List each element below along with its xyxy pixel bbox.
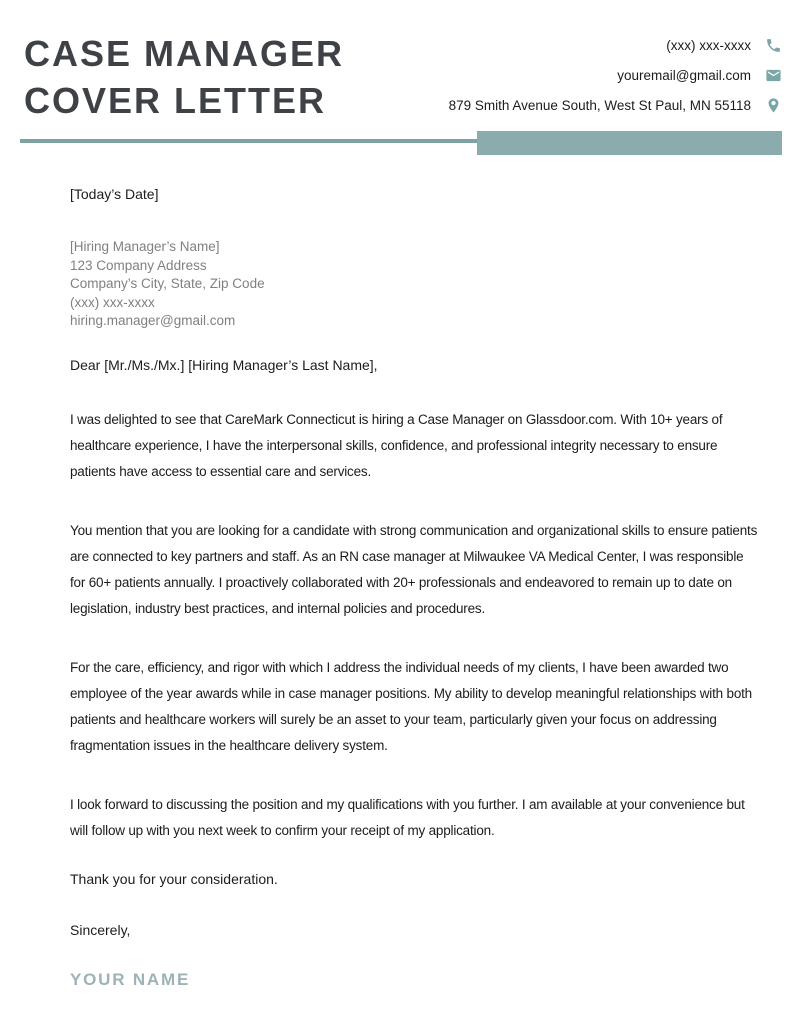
header-divider-bar (477, 131, 782, 155)
paragraph-intro: I was delighted to see that CareMark Connecticut is hiring a Case Manager on Glassdoor.com. With 10+ years of healthcare experience, I have the interpersonal skills, confidence, and professional integrity necessary to ensure patients have access to essential care and services. (70, 411, 723, 479)
signature-name: YOUR NAME (70, 969, 191, 989)
page-title-line2: COVER LETTER (24, 80, 327, 121)
recipient-phone: (xxx) xxx-xxxx (70, 294, 155, 310)
location-pin-icon (765, 97, 782, 114)
phone-icon (765, 37, 782, 54)
salutation: Dear [Mr./Ms./Mx.] [Hiring Manager’s Last Name], (70, 356, 378, 373)
contact-phone-row (449, 30, 782, 60)
letter-body (70, 186, 758, 990)
contact-info (449, 30, 782, 120)
contact-address-row (449, 90, 782, 120)
paragraph-achievements: For the care, efficiency, and rigor with which I address the individual needs of my clients, I have been awarded two employee of the year awards while in case manager positions. My ability to develop meaningful relationships with both patients and healthcare workers will surely be an asset to your team, particularly given your focus on addressing fragmentation issues in the healthcare delivery system. (70, 659, 752, 753)
paragraph-experience: You mention that you are looking for a candidate with strong communication and organizational skills to ensure patients are connected to key partners and staff. As an RN case manager at Milwaukee VA Medical Center, I was responsible for 60+ patients annually. I proactively collaborated with 20+ professionals and endeavored to remain up to date on legislation, industry best practices, and internal policies and procedures. (70, 522, 758, 616)
recipient-address: 123 Company Address (70, 257, 207, 273)
email-icon (765, 67, 782, 84)
recipient-city-state-zip: Company’s City, State, Zip Code (70, 276, 265, 292)
phone-number: (xxx) xxx-xxxx (666, 37, 751, 53)
recipient-name: [Hiring Manager’s Name] (70, 239, 220, 254)
thank-you-line: Thank you for your consideration. (70, 870, 278, 887)
contact-email-row (449, 60, 782, 90)
recipient-block (70, 238, 758, 331)
recipient-email: hiring.manager@gmail.com (70, 313, 236, 329)
header-divider-line (20, 139, 477, 143)
date-placeholder: [Today’s Date] (70, 186, 159, 202)
closing-line: Sincerely, (70, 921, 131, 938)
street-address: 879 Smith Avenue South, West St Paul, MN 55118 (448, 97, 751, 113)
paragraph-followup: I look forward to discussing the position and my qualifications with you further. I am available at your convenience but will follow up with you next week to confirm your receipt of my application. (70, 796, 745, 838)
page-title (24, 30, 344, 124)
email-address: youremail@gmail.com (617, 67, 751, 83)
page-title-line1: CASE MANAGER (24, 33, 345, 74)
